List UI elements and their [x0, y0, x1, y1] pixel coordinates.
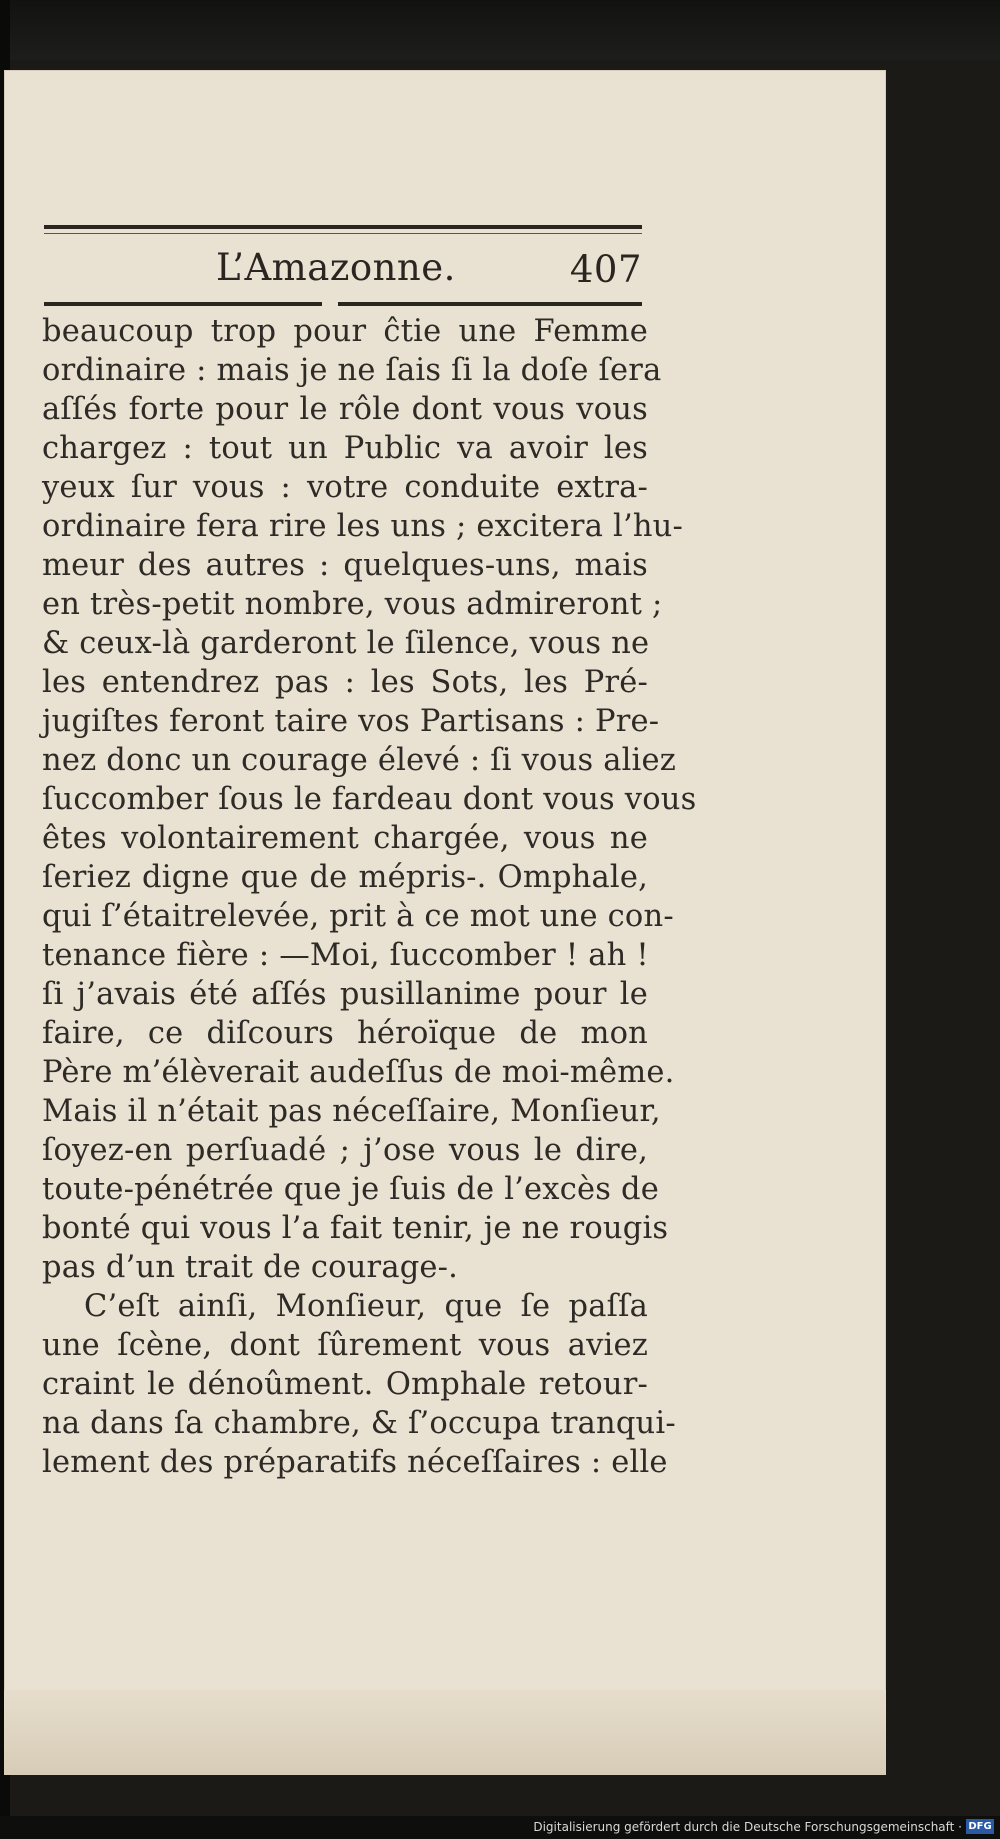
- text-line: beaucoup trop pour ĉtie une Femme: [42, 314, 648, 349]
- text-line: en très-petit nombre, vous admireront ;: [42, 587, 663, 622]
- text-line: ſeriez digne que de mépris-. Omphale,: [42, 860, 648, 895]
- header-rule-thick: [44, 225, 642, 229]
- text-line: bonté qui vous l’a fait tenir, je ne rougis: [42, 1211, 669, 1246]
- page-bottom-edge: [4, 1690, 886, 1775]
- header-rule-thin: [44, 233, 642, 234]
- text-line: Mais il n’était pas néceſſaire, Monſieur,: [42, 1094, 661, 1129]
- page-number: 407: [569, 248, 642, 291]
- text-line: une ſcène, dont ſûrement vous aviez: [42, 1328, 648, 1363]
- text-line: les entendrez pas : les Sots, les Pré-: [42, 665, 648, 700]
- text-line: toute-pénétrée que je ſuis de l’excès de: [42, 1172, 659, 1207]
- text-line: ordinaire fera rire les uns ; excitera l’hu-: [42, 509, 684, 544]
- text-line: na dans ſa chambre, & ſ’occupa tranqui-: [42, 1406, 676, 1441]
- text-line: & ceux-là garderont le ſilence, vous ne: [42, 626, 650, 661]
- text-line: nez donc un courage élevé : ſi vous aliez: [42, 743, 677, 778]
- text-line: craint le dénoûment. Omphale retour-: [42, 1367, 648, 1402]
- text-line: ſi j’avais été aſſés pusillanime pour le: [42, 977, 648, 1012]
- text-line: ſoyez-en perſuadé ; j’ose vous le dire,: [42, 1133, 648, 1168]
- text-line: aſſés forte pour le rôle dont vous vous: [42, 392, 648, 427]
- digitization-footer: [0, 1816, 1000, 1839]
- scan-top-border: [0, 0, 1000, 60]
- text-line: ordinaire : mais je ne ſais ſi la doſe ſera: [42, 353, 662, 388]
- text-line: yeux ſur vous : votre conduite extra-: [42, 470, 648, 505]
- body-text: [42, 312, 697, 1482]
- text-line: faire, ce diſcours héroïque de mon: [42, 1016, 648, 1051]
- header-underline-left: [44, 302, 322, 306]
- header-underline-right: [338, 302, 642, 306]
- paragraph-end-line: pas d’un trait de courage-.: [42, 1250, 459, 1285]
- running-header: [44, 246, 642, 298]
- dfg-logo: DFG: [966, 1819, 994, 1834]
- text-line: êtes volontairement chargée, vous ne: [42, 821, 648, 856]
- text-line: ſuccomber ſous le fardeau dont vous vous: [42, 782, 697, 817]
- text-line: jugiſtes feront taire vos Partisans : Pre-: [42, 704, 660, 739]
- text-line: Père m’élèverait audeſſus de moi-même.: [42, 1055, 675, 1090]
- text-line: tenance fière : —Moi, ſuccomber ! ah !: [42, 938, 649, 973]
- paragraph-start-line: C’eſt ainſi, Monſieur, que ſe paſſa: [84, 1289, 648, 1324]
- text-line: qui ſ’étaitrelevée, prit à ce mot une con-: [42, 899, 674, 934]
- text-line: lement des préparatifs néceſſaires : elle: [42, 1445, 668, 1480]
- text-line: chargez : tout un Public va avoir les: [42, 431, 648, 466]
- text-line: meur des autres : quelques-uns, mais: [42, 548, 648, 583]
- funding-credit: Digitalisierung gefördert durch die Deutsche Forschungsgemeinschaft ·: [533, 1820, 962, 1834]
- running-title: L’Amazonne.: [216, 246, 456, 289]
